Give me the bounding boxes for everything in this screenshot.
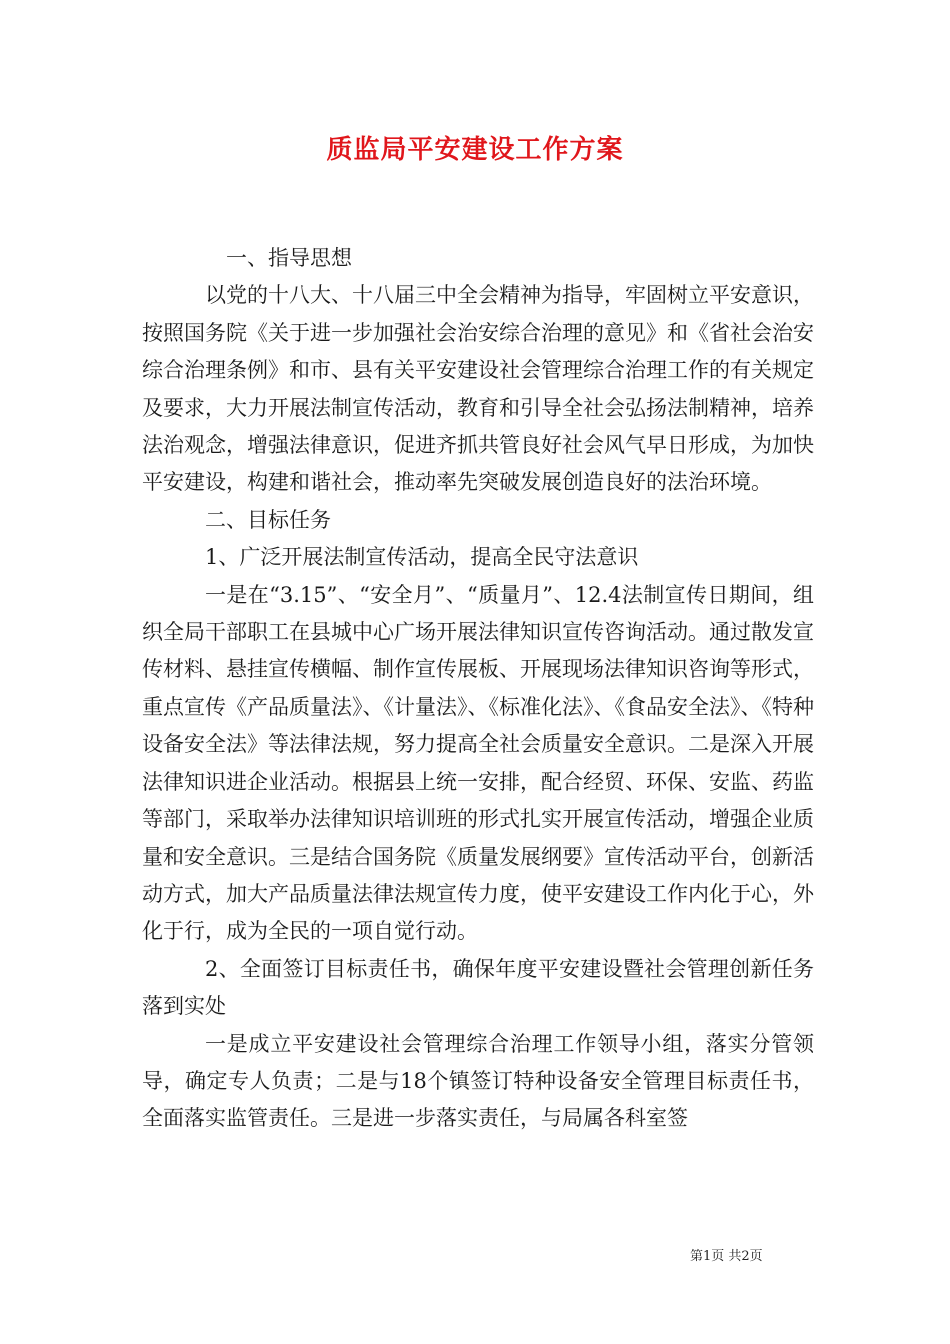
section-heading-guiding-ideology: 一、指导思想 [226, 246, 352, 270]
paragraph-legal-publicity: 一是在“3.15”、“安全月”、“质量月”、12.4法制宣传日期间，组织全局干部职工在县城中心广场开展法律知识宣传咨询活动。通过散发宣传材料、悬挂宣传横幅、制作宣传展板、开展现场法律知识咨询等形式，重点宣传《产品质量法》、《计量法》、《标准化法》、《食品安全法》、《特种设备安全法》等法律法规，努力提高全社会质量安全意识。二是深入开展法律知识进企业活动。根据县上统一安排，配合经贸、环保、安监、药监等部门，采取举办法律知识培训班的形式扎实开展宣传活动，增强企业质量和安全意识。三是结合国务院《质量发展纲要》宣传活动平台，创新活动方式，加大产品质量法律法规宣传力度，使平安建设工作内化于心，外化于行，成为全民的一项自觉行动。 [142, 582, 814, 944]
paragraph-guiding-ideology: 以党的十八大、十八届三中全会精神为指导，牢固树立平安意识，按照国务院《关于进一步加强社会治安综合治理的意见》和《省社会治安综合治理条例》和市、县有关平安建设社会管理综合治理工作的有关规定及要求，大力开展法制宣传活动，教育和引导全社会弘扬法制精神，培养法治观念，增强法律意识，促进齐抓共管良好社会风气早日形成，为加快平安建设，构建和谐社会，推动率先突破发展创造良好的法治环境。 [142, 283, 814, 495]
subheading-responsibility-letter: 2、全面签订目标责任书，确保年度平安建设暨社会管理创新任务落到实处 [142, 956, 814, 1019]
subheading-legal-publicity: 1、广泛开展法制宣传活动，提高全民守法意识 [205, 545, 639, 570]
document-body [142, 240, 814, 1138]
section-heading-goals-tasks: 二、目标任务 [205, 507, 331, 532]
paragraph-responsibility-letter: 一是成立平安建设社会管理综合治理工作领导小组，落实分管领导，确定专人负责；二是与18个镇签订特种设备安全管理目标责任书，全面落实监管责任。三是进一步落实责任，与局属各科室签 [142, 1031, 814, 1131]
document-title: 质监局平安建设工作方案 [326, 135, 624, 165]
page-number-footer: 第1页 共2页 [690, 1249, 763, 1264]
